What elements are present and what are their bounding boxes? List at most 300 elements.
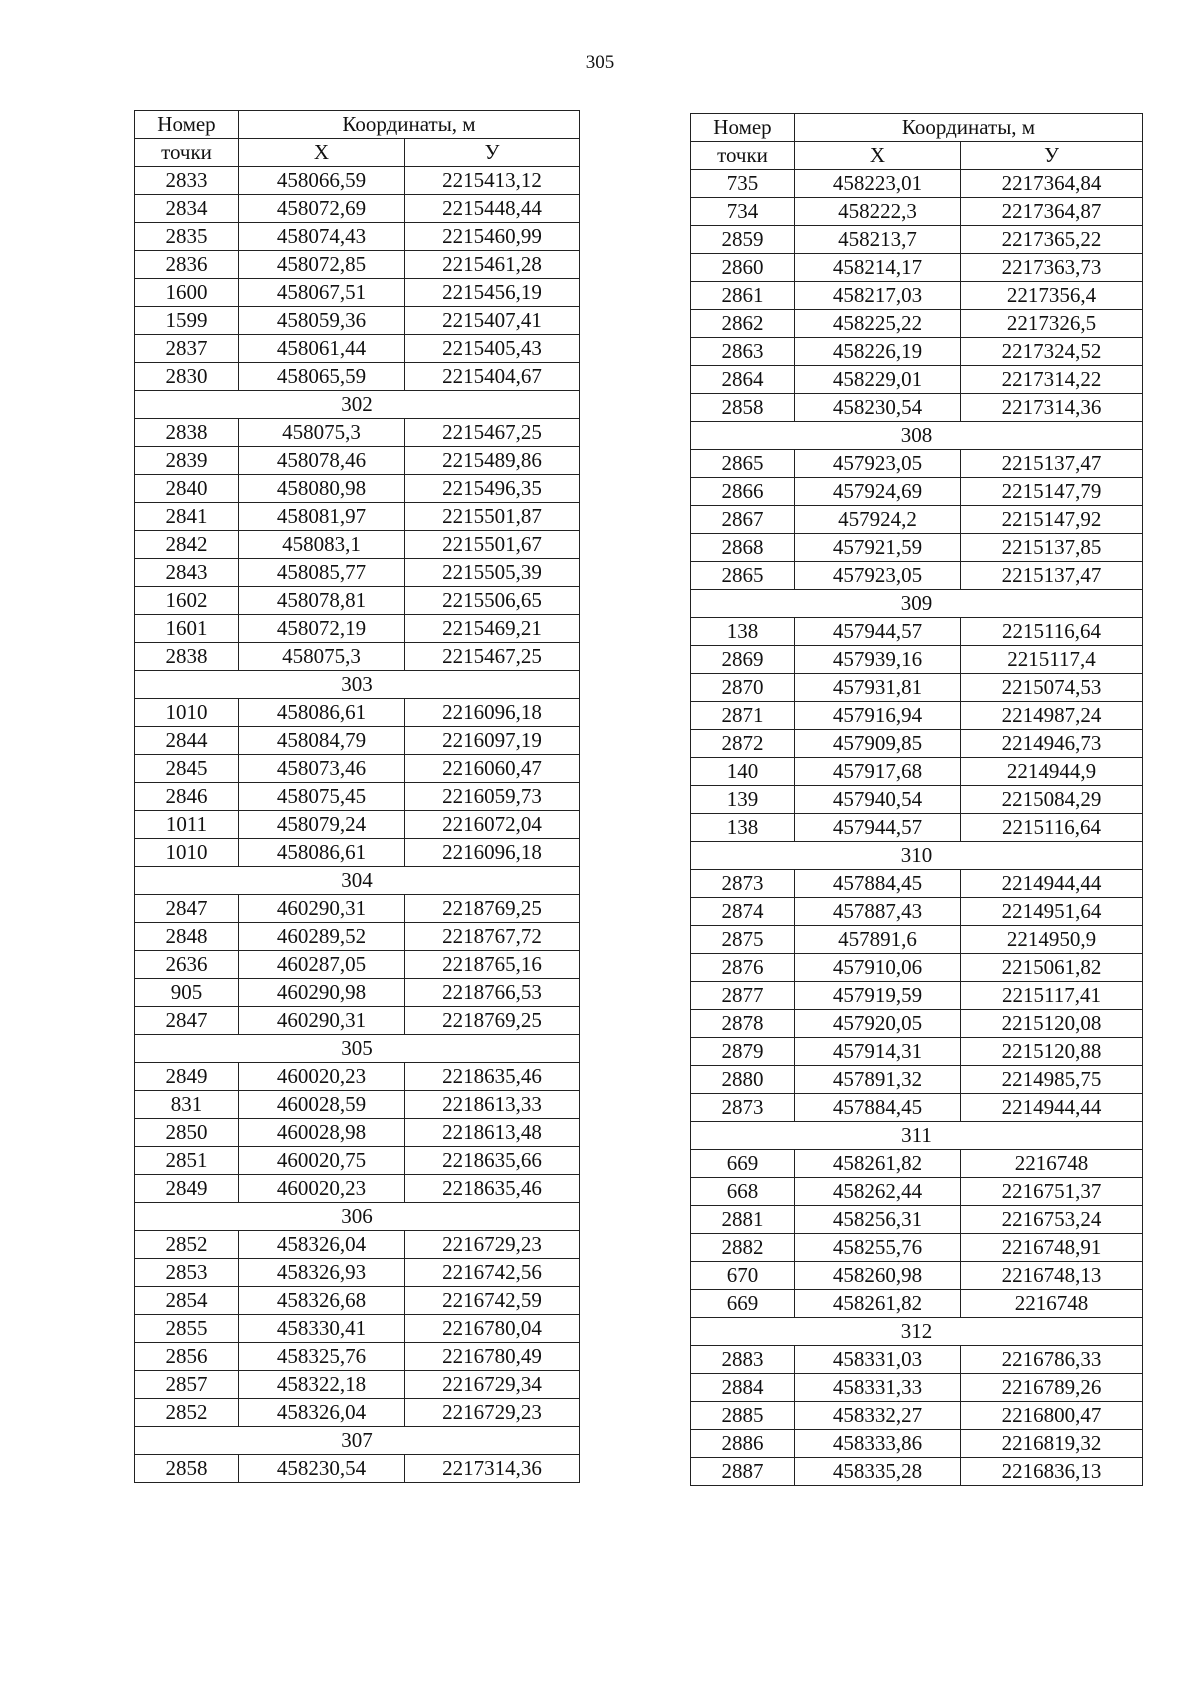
table-row (691, 870, 1143, 898)
x-coordinate-cell: 457887,43 (795, 898, 961, 926)
point-number-cell: 1602 (135, 587, 239, 615)
point-number-cell: 2865 (691, 450, 795, 478)
point-number-cell: 2848 (135, 923, 239, 951)
point-number-cell: 735 (691, 170, 795, 198)
table-row (135, 1147, 580, 1175)
x-coordinate-cell: 460287,05 (239, 951, 405, 979)
table-row (135, 1259, 580, 1287)
x-coordinate-cell: 458072,69 (239, 195, 405, 223)
coordinates-table-left (134, 110, 580, 1483)
table-row (135, 895, 580, 923)
point-number-cell: 1601 (135, 615, 239, 643)
table-row (135, 419, 580, 447)
y-coordinate-cell: 2217326,5 (961, 310, 1143, 338)
point-number-cell: 2868 (691, 534, 795, 562)
point-number-cell: 2850 (135, 1119, 239, 1147)
point-number-cell: 2849 (135, 1063, 239, 1091)
point-number-cell: 2880 (691, 1066, 795, 1094)
x-coordinate-cell: 458325,76 (239, 1343, 405, 1371)
x-coordinate-cell: 458075,45 (239, 783, 405, 811)
point-number-cell: 2884 (691, 1374, 795, 1402)
y-coordinate-cell: 2217365,22 (961, 226, 1143, 254)
y-coordinate-cell: 2216800,47 (961, 1402, 1143, 1430)
y-coordinate-cell: 2215405,43 (405, 335, 580, 363)
y-coordinate-cell: 2218769,25 (405, 895, 580, 923)
y-coordinate-cell: 2215461,28 (405, 251, 580, 279)
table-row (691, 674, 1143, 702)
point-number-cell: 2852 (135, 1399, 239, 1427)
x-coordinate-cell: 458260,98 (795, 1262, 961, 1290)
point-number-cell: 2861 (691, 282, 795, 310)
point-number-cell: 2839 (135, 447, 239, 475)
point-number-cell: 2858 (135, 1455, 239, 1483)
section-row (691, 1122, 1143, 1150)
x-coordinate-cell: 458086,61 (239, 699, 405, 727)
table-row (691, 450, 1143, 478)
x-coordinate-cell: 457920,05 (795, 1010, 961, 1038)
x-coordinate-cell: 458222,3 (795, 198, 961, 226)
y-coordinate-cell: 2218613,48 (405, 1119, 580, 1147)
table-row (135, 503, 580, 531)
x-coordinate-cell: 458322,18 (239, 1371, 405, 1399)
y-coordinate-cell: 2216819,32 (961, 1430, 1143, 1458)
point-number-cell: 2835 (135, 223, 239, 251)
section-number: 306 (135, 1203, 580, 1231)
y-coordinate-cell: 2217314,36 (961, 394, 1143, 422)
point-number-cell: 2854 (135, 1287, 239, 1315)
header-y: У (405, 139, 580, 167)
table-row (691, 1346, 1143, 1374)
x-coordinate-cell: 457917,68 (795, 758, 961, 786)
point-number-cell: 2859 (691, 226, 795, 254)
point-number-cell: 2873 (691, 1094, 795, 1122)
x-coordinate-cell: 458065,59 (239, 363, 405, 391)
point-number-cell: 2883 (691, 1346, 795, 1374)
table-row (135, 279, 580, 307)
y-coordinate-cell: 2216072,04 (405, 811, 580, 839)
y-coordinate-cell: 2216097,19 (405, 727, 580, 755)
x-coordinate-cell: 458084,79 (239, 727, 405, 755)
table-row (691, 478, 1143, 506)
header-x: Х (795, 142, 961, 170)
y-coordinate-cell: 2215467,25 (405, 419, 580, 447)
point-number-cell: 2862 (691, 310, 795, 338)
point-number-cell: 2856 (135, 1343, 239, 1371)
x-coordinate-cell: 458229,01 (795, 366, 961, 394)
y-coordinate-cell: 2215505,39 (405, 559, 580, 587)
point-number-cell: 2834 (135, 195, 239, 223)
point-number-cell: 2867 (691, 506, 795, 534)
y-coordinate-cell: 2215506,65 (405, 587, 580, 615)
y-coordinate-cell: 2214985,75 (961, 1066, 1143, 1094)
y-coordinate-cell: 2217364,87 (961, 198, 1143, 226)
x-coordinate-cell: 457884,45 (795, 1094, 961, 1122)
y-coordinate-cell: 2214950,9 (961, 926, 1143, 954)
table-row (691, 338, 1143, 366)
table-row (691, 282, 1143, 310)
x-coordinate-cell: 458085,77 (239, 559, 405, 587)
y-coordinate-cell: 2216748 (961, 1150, 1143, 1178)
table-row (691, 254, 1143, 282)
point-number-cell: 2853 (135, 1259, 239, 1287)
section-number: 312 (691, 1318, 1143, 1346)
x-coordinate-cell: 458230,54 (795, 394, 961, 422)
table-row (691, 1290, 1143, 1318)
point-number-cell: 2855 (135, 1315, 239, 1343)
table-row (135, 643, 580, 671)
table-row (691, 618, 1143, 646)
point-number-cell: 2843 (135, 559, 239, 587)
x-coordinate-cell: 458214,17 (795, 254, 961, 282)
y-coordinate-cell: 2216742,56 (405, 1259, 580, 1287)
table-row (135, 1343, 580, 1371)
x-coordinate-cell: 457884,45 (795, 870, 961, 898)
y-coordinate-cell: 2216059,73 (405, 783, 580, 811)
y-coordinate-cell: 2218613,33 (405, 1091, 580, 1119)
x-coordinate-cell: 457931,81 (795, 674, 961, 702)
table-row (135, 1231, 580, 1259)
point-number-cell: 138 (691, 618, 795, 646)
x-coordinate-cell: 457944,57 (795, 814, 961, 842)
section-number: 309 (691, 590, 1143, 618)
section-row (135, 867, 580, 895)
y-coordinate-cell: 2215448,44 (405, 195, 580, 223)
table-row (691, 1430, 1143, 1458)
y-coordinate-cell: 2217324,52 (961, 338, 1143, 366)
table-row (135, 251, 580, 279)
table-row (691, 226, 1143, 254)
y-coordinate-cell: 2216729,23 (405, 1399, 580, 1427)
x-coordinate-cell: 457924,69 (795, 478, 961, 506)
x-coordinate-cell: 460289,52 (239, 923, 405, 951)
y-coordinate-cell: 2218635,46 (405, 1063, 580, 1091)
point-number-cell: 669 (691, 1290, 795, 1318)
y-coordinate-cell: 2215413,12 (405, 167, 580, 195)
table-row (135, 755, 580, 783)
header-point-number: Номер (135, 111, 239, 139)
x-coordinate-cell: 460028,59 (239, 1091, 405, 1119)
header-x: Х (239, 139, 405, 167)
table-row (691, 1206, 1143, 1234)
table-row (691, 534, 1143, 562)
table-row (135, 447, 580, 475)
point-number-cell: 2882 (691, 1234, 795, 1262)
point-number-cell: 2837 (135, 335, 239, 363)
x-coordinate-cell: 457914,31 (795, 1038, 961, 1066)
y-coordinate-cell: 2215084,29 (961, 786, 1143, 814)
section-row (691, 422, 1143, 450)
x-coordinate-cell: 458080,98 (239, 475, 405, 503)
header-y: У (961, 142, 1143, 170)
y-coordinate-cell: 2216748,91 (961, 1234, 1143, 1262)
point-number-cell: 2857 (135, 1371, 239, 1399)
x-coordinate-cell: 460028,98 (239, 1119, 405, 1147)
y-coordinate-cell: 2218635,46 (405, 1175, 580, 1203)
table-row (135, 1091, 580, 1119)
y-coordinate-cell: 2217364,84 (961, 170, 1143, 198)
coordinates-table-right (690, 113, 1143, 1486)
point-number-cell: 2887 (691, 1458, 795, 1486)
x-coordinate-cell: 460290,31 (239, 1007, 405, 1035)
x-coordinate-cell: 458086,61 (239, 839, 405, 867)
x-coordinate-cell: 458074,43 (239, 223, 405, 251)
y-coordinate-cell: 2216780,04 (405, 1315, 580, 1343)
header-point-number-2: точки (691, 142, 795, 170)
x-coordinate-cell: 458083,1 (239, 531, 405, 559)
table-row (135, 559, 580, 587)
x-coordinate-cell: 458262,44 (795, 1178, 961, 1206)
point-number-cell: 2858 (691, 394, 795, 422)
y-coordinate-cell: 2217314,22 (961, 366, 1143, 394)
y-coordinate-cell: 2218765,16 (405, 951, 580, 979)
y-coordinate-cell: 2217363,73 (961, 254, 1143, 282)
x-coordinate-cell: 458217,03 (795, 282, 961, 310)
y-coordinate-cell: 2214987,24 (961, 702, 1143, 730)
y-coordinate-cell: 2215467,25 (405, 643, 580, 671)
section-row (135, 1427, 580, 1455)
table-row (135, 979, 580, 1007)
point-number-cell: 2877 (691, 982, 795, 1010)
point-number-cell: 2844 (135, 727, 239, 755)
x-coordinate-cell: 460020,23 (239, 1175, 405, 1203)
point-number-cell: 2869 (691, 646, 795, 674)
point-number-cell: 2838 (135, 643, 239, 671)
point-number-cell: 2847 (135, 1007, 239, 1035)
x-coordinate-cell: 458326,93 (239, 1259, 405, 1287)
table-row (691, 646, 1143, 674)
table-row (691, 1150, 1143, 1178)
header-point-number-2: точки (135, 139, 239, 167)
x-coordinate-cell: 458226,19 (795, 338, 961, 366)
table-row (135, 1063, 580, 1091)
y-coordinate-cell: 2215116,64 (961, 618, 1143, 646)
point-number-cell: 2851 (135, 1147, 239, 1175)
table-row (135, 1315, 580, 1343)
section-row (691, 590, 1143, 618)
table-row (135, 699, 580, 727)
section-number: 305 (135, 1035, 580, 1063)
table-row (691, 786, 1143, 814)
x-coordinate-cell: 457923,05 (795, 450, 961, 478)
point-number-cell: 2845 (135, 755, 239, 783)
y-coordinate-cell: 2214944,9 (961, 758, 1143, 786)
point-number-cell: 1600 (135, 279, 239, 307)
table-row (691, 758, 1143, 786)
y-coordinate-cell: 2216789,26 (961, 1374, 1143, 1402)
y-coordinate-cell: 2215137,85 (961, 534, 1143, 562)
table-row (135, 1399, 580, 1427)
x-coordinate-cell: 458332,27 (795, 1402, 961, 1430)
y-coordinate-cell: 2215120,88 (961, 1038, 1143, 1066)
x-coordinate-cell: 458081,97 (239, 503, 405, 531)
section-number: 302 (135, 391, 580, 419)
section-number: 303 (135, 671, 580, 699)
x-coordinate-cell: 458326,04 (239, 1399, 405, 1427)
page-number: 305 (585, 52, 615, 73)
point-number-cell: 668 (691, 1178, 795, 1206)
y-coordinate-cell: 2215147,92 (961, 506, 1143, 534)
table-row (691, 926, 1143, 954)
x-coordinate-cell: 458335,28 (795, 1458, 961, 1486)
point-number-cell: 2879 (691, 1038, 795, 1066)
table-row (135, 223, 580, 251)
section-number: 307 (135, 1427, 580, 1455)
y-coordinate-cell: 2215137,47 (961, 562, 1143, 590)
y-coordinate-cell: 2218766,53 (405, 979, 580, 1007)
x-coordinate-cell: 458255,76 (795, 1234, 961, 1262)
y-coordinate-cell: 2215117,41 (961, 982, 1143, 1010)
y-coordinate-cell: 2215496,35 (405, 475, 580, 503)
point-number-cell: 2863 (691, 338, 795, 366)
point-number-cell: 2874 (691, 898, 795, 926)
table-row (135, 531, 580, 559)
x-coordinate-cell: 458261,82 (795, 1150, 961, 1178)
table-row (691, 1262, 1143, 1290)
table-row (135, 783, 580, 811)
point-number-cell: 2864 (691, 366, 795, 394)
y-coordinate-cell: 2214946,73 (961, 730, 1143, 758)
x-coordinate-cell: 458072,19 (239, 615, 405, 643)
point-number-cell: 2871 (691, 702, 795, 730)
table-row (135, 587, 580, 615)
x-coordinate-cell: 458079,24 (239, 811, 405, 839)
x-coordinate-cell: 457916,94 (795, 702, 961, 730)
table-row (135, 1455, 580, 1483)
section-number: 310 (691, 842, 1143, 870)
x-coordinate-cell: 457909,85 (795, 730, 961, 758)
y-coordinate-cell: 2215501,87 (405, 503, 580, 531)
table-row (691, 982, 1143, 1010)
point-number-cell: 138 (691, 814, 795, 842)
x-coordinate-cell: 458261,82 (795, 1290, 961, 1318)
point-number-cell: 2833 (135, 167, 239, 195)
x-coordinate-cell: 458075,3 (239, 419, 405, 447)
header-point-number: Номер (691, 114, 795, 142)
x-coordinate-cell: 458061,44 (239, 335, 405, 363)
y-coordinate-cell: 2216751,37 (961, 1178, 1143, 1206)
x-coordinate-cell: 458072,85 (239, 251, 405, 279)
table-row (135, 1175, 580, 1203)
table-row (691, 198, 1143, 226)
point-number-cell: 2870 (691, 674, 795, 702)
x-coordinate-cell: 458256,31 (795, 1206, 961, 1234)
point-number-cell: 2636 (135, 951, 239, 979)
section-row (135, 1035, 580, 1063)
x-coordinate-cell: 458078,81 (239, 587, 405, 615)
x-coordinate-cell: 457891,32 (795, 1066, 961, 1094)
table-row (691, 1178, 1143, 1206)
point-number-cell: 2838 (135, 419, 239, 447)
point-number-cell: 2842 (135, 531, 239, 559)
point-number-cell: 140 (691, 758, 795, 786)
table-row (691, 730, 1143, 758)
y-coordinate-cell: 2215407,41 (405, 307, 580, 335)
y-coordinate-cell: 2215116,64 (961, 814, 1143, 842)
y-coordinate-cell: 2217314,36 (405, 1455, 580, 1483)
section-row (691, 1318, 1143, 1346)
x-coordinate-cell: 458073,46 (239, 755, 405, 783)
x-coordinate-cell: 458330,41 (239, 1315, 405, 1343)
y-coordinate-cell: 2218635,66 (405, 1147, 580, 1175)
y-coordinate-cell: 2215501,67 (405, 531, 580, 559)
y-coordinate-cell: 2214944,44 (961, 870, 1143, 898)
table-row (135, 335, 580, 363)
section-number: 304 (135, 867, 580, 895)
y-coordinate-cell: 2216742,59 (405, 1287, 580, 1315)
point-number-cell: 2873 (691, 870, 795, 898)
x-coordinate-cell: 458223,01 (795, 170, 961, 198)
point-number-cell: 2852 (135, 1231, 239, 1259)
table-row (691, 954, 1143, 982)
table-row (135, 1119, 580, 1147)
y-coordinate-cell: 2216096,18 (405, 839, 580, 867)
table-row (691, 310, 1143, 338)
table-row (691, 1458, 1143, 1486)
x-coordinate-cell: 458230,54 (239, 1455, 405, 1483)
table-row (691, 898, 1143, 926)
table-row (135, 307, 580, 335)
y-coordinate-cell: 2218767,72 (405, 923, 580, 951)
point-number-cell: 2886 (691, 1430, 795, 1458)
table-row (135, 615, 580, 643)
y-coordinate-cell: 2216096,18 (405, 699, 580, 727)
point-number-cell: 2841 (135, 503, 239, 531)
x-coordinate-cell: 457921,59 (795, 534, 961, 562)
point-number-cell: 1010 (135, 839, 239, 867)
x-coordinate-cell: 457910,06 (795, 954, 961, 982)
x-coordinate-cell: 460290,98 (239, 979, 405, 1007)
table-row (135, 839, 580, 867)
x-coordinate-cell: 458331,33 (795, 1374, 961, 1402)
point-number-cell: 1010 (135, 699, 239, 727)
point-number-cell: 2881 (691, 1206, 795, 1234)
point-number-cell: 2866 (691, 478, 795, 506)
table-row (135, 363, 580, 391)
table-row (135, 475, 580, 503)
point-number-cell: 831 (135, 1091, 239, 1119)
point-number-cell: 2878 (691, 1010, 795, 1038)
x-coordinate-cell: 457919,59 (795, 982, 961, 1010)
x-coordinate-cell: 458326,04 (239, 1231, 405, 1259)
table-row (691, 702, 1143, 730)
y-coordinate-cell: 2216748,13 (961, 1262, 1143, 1290)
header-coordinates: Координаты, м (239, 111, 580, 139)
table-row (691, 366, 1143, 394)
y-coordinate-cell: 2216748 (961, 1290, 1143, 1318)
table-row (135, 727, 580, 755)
x-coordinate-cell: 458067,51 (239, 279, 405, 307)
point-number-cell: 670 (691, 1262, 795, 1290)
table-row (691, 1094, 1143, 1122)
table-row (135, 923, 580, 951)
section-row (135, 391, 580, 419)
x-coordinate-cell: 457891,6 (795, 926, 961, 954)
point-number-cell: 2860 (691, 254, 795, 282)
point-number-cell: 2836 (135, 251, 239, 279)
x-coordinate-cell: 458078,46 (239, 447, 405, 475)
x-coordinate-cell: 458326,68 (239, 1287, 405, 1315)
point-number-cell: 2885 (691, 1402, 795, 1430)
x-coordinate-cell: 458213,7 (795, 226, 961, 254)
y-coordinate-cell: 2215469,21 (405, 615, 580, 643)
x-coordinate-cell: 458075,3 (239, 643, 405, 671)
y-coordinate-cell: 2215120,08 (961, 1010, 1143, 1038)
y-coordinate-cell: 2216780,49 (405, 1343, 580, 1371)
y-coordinate-cell: 2216729,23 (405, 1231, 580, 1259)
x-coordinate-cell: 460290,31 (239, 895, 405, 923)
point-number-cell: 2847 (135, 895, 239, 923)
y-coordinate-cell: 2215061,82 (961, 954, 1143, 982)
